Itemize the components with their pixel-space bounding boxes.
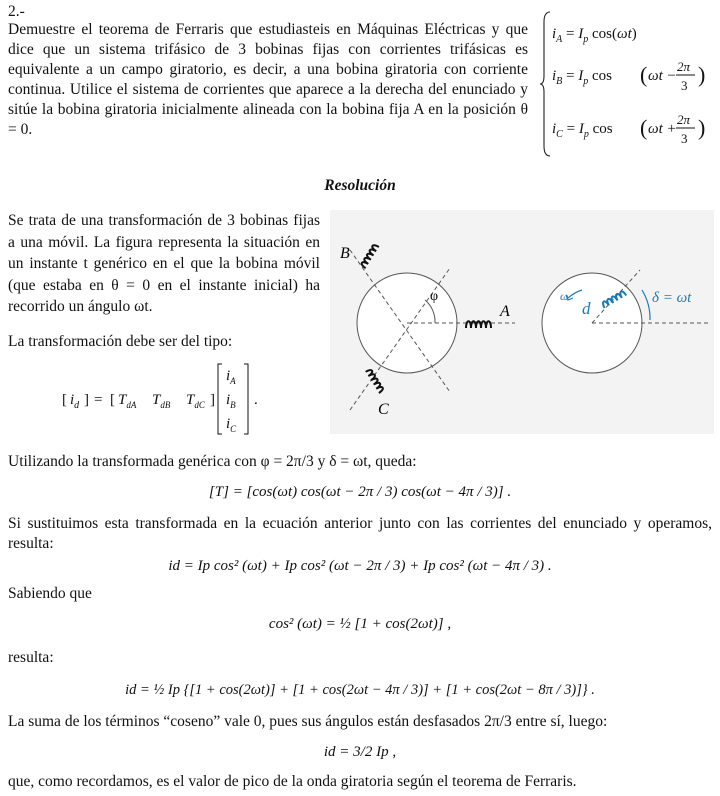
svg-text:TdC: $T_{dC}$ xyxy=(186,392,205,410)
svg-text:[: [ xyxy=(110,392,115,408)
transform-intro: La transformación debe ser del tipo: xyxy=(8,333,233,350)
transform-equation xyxy=(60,360,310,440)
label-delta: δ = ωt xyxy=(652,290,692,306)
conclusion-text: que, como recordamos, es el valor de pico de la onda giratoria según el teorema de Ferraris. xyxy=(8,773,577,790)
equation-id: id = Ip cos² (ωt) + Ip cos² (ωt − 2π / 3) + Ip cos² (ωt − 4π / 3) . xyxy=(168,558,552,574)
label-phi: φ xyxy=(430,289,439,304)
svg-text:iC: $i_C$ xyxy=(226,416,237,434)
svg-text:TdA: $T_{dA}$ xyxy=(118,392,137,410)
knowing-text: Sabiendo que xyxy=(8,585,92,602)
currents-equations-graphic xyxy=(540,8,715,160)
problem-statement: Demuestre el teorema de Ferraris que estudiasteis en Máquinas Eléctricas y que dice que un sistema trifásico de 3 bobinas fijas con corrientes trifásicas es equivalente a un campo giratorio, es decir, a una bobina giratoria con corriente continua. Utilice el sistema de corrientes que aparece a la derecha del enunciado y sitúe la bobina giratoria inicialmente alineada con la bobina fija A en la posición θ = 0. xyxy=(8,21,528,138)
svg-text:(: ( xyxy=(640,62,648,87)
intro-paragraph: Se trata de una transformación de 3 bobinas fijas a una móvil. La figura representa la situación en un instante t genérico en el que la bobina móvil (que estaba en θ = 0 en el instante inicial) ha recorrido un ángulo ωt. xyxy=(8,212,320,315)
label-b: B xyxy=(340,245,350,262)
equation-T: [T] = [cos(ωt) cos(ωt − 2π / 3) cos(ωt − 4π / 3)] . xyxy=(208,484,512,500)
label-c: C xyxy=(378,401,389,418)
svg-text:]: ] xyxy=(84,392,89,408)
svg-text:=: = xyxy=(94,392,103,408)
svg-text:iB: $i_B$ xyxy=(226,392,236,410)
svg-text:(: ( xyxy=(640,115,648,140)
svg-text:iB = Ip cos: $i_B = I_p$ cos xyxy=(552,68,612,87)
svg-text:2π: 2π xyxy=(677,59,691,74)
svg-text:id: $i_d$ xyxy=(70,392,80,411)
svg-text:ωt +: ωt + xyxy=(648,121,677,137)
svg-text:2π: 2π xyxy=(677,112,691,127)
svg-text:iA = Ip cos(ωt): $i_A = I_p$ cos(ωt) xyxy=(552,26,637,45)
generic-text: Utilizando la transformada genérica con φ = 2π/3 y δ = ωt, queda: xyxy=(8,453,417,470)
svg-text:[: [ xyxy=(62,392,67,408)
resolution-title: Resolución xyxy=(324,177,396,194)
problem-number: 2.- xyxy=(8,3,25,20)
equation-id-expanded: id = ½ Ip {[1 + cos(2ωt)] + [1 + cos(2ωt − 4π / 3)] + [1 + cos(2ωt − 8π / 3)]} . xyxy=(125,682,595,698)
svg-text:]: ] xyxy=(210,392,215,408)
substitution-text: Si sustituimos esta transformada en la ecuación anterior junto con las corrientes del enunciado y operamos, resulta: xyxy=(8,515,712,552)
svg-text:3: 3 xyxy=(681,131,688,146)
svg-text:TdB: $T_{dB}$ xyxy=(152,392,171,410)
results-text: resulta: xyxy=(8,649,54,666)
currents-system xyxy=(540,8,715,160)
label-d: d xyxy=(582,299,591,318)
label-omega: ω xyxy=(560,289,569,303)
svg-text:.: . xyxy=(254,392,258,408)
svg-text:iC = Ip cos: $i_C = I_p$ cos xyxy=(552,121,613,140)
equation-cos2: cos² (ωt) = ½ [1 + cos(2ωt)] , xyxy=(268,616,452,632)
coil-figure xyxy=(330,210,714,434)
coil-diagram xyxy=(330,210,714,434)
transform-equation-graphic xyxy=(60,360,310,440)
svg-text:): ) xyxy=(698,62,706,87)
sum-text: La suma de los términos “coseno” vale 0, pues sus ángulos están desfasados 2π/3 entre sí, luego: xyxy=(8,713,608,730)
equation-final: id = 3/2 Ip , xyxy=(323,744,397,760)
svg-text:ωt −: ωt − xyxy=(648,68,677,84)
svg-text:): ) xyxy=(698,115,706,140)
svg-text:3: 3 xyxy=(681,78,688,93)
svg-text:iA: $i_A$ xyxy=(226,368,236,386)
label-a: A xyxy=(500,303,510,320)
